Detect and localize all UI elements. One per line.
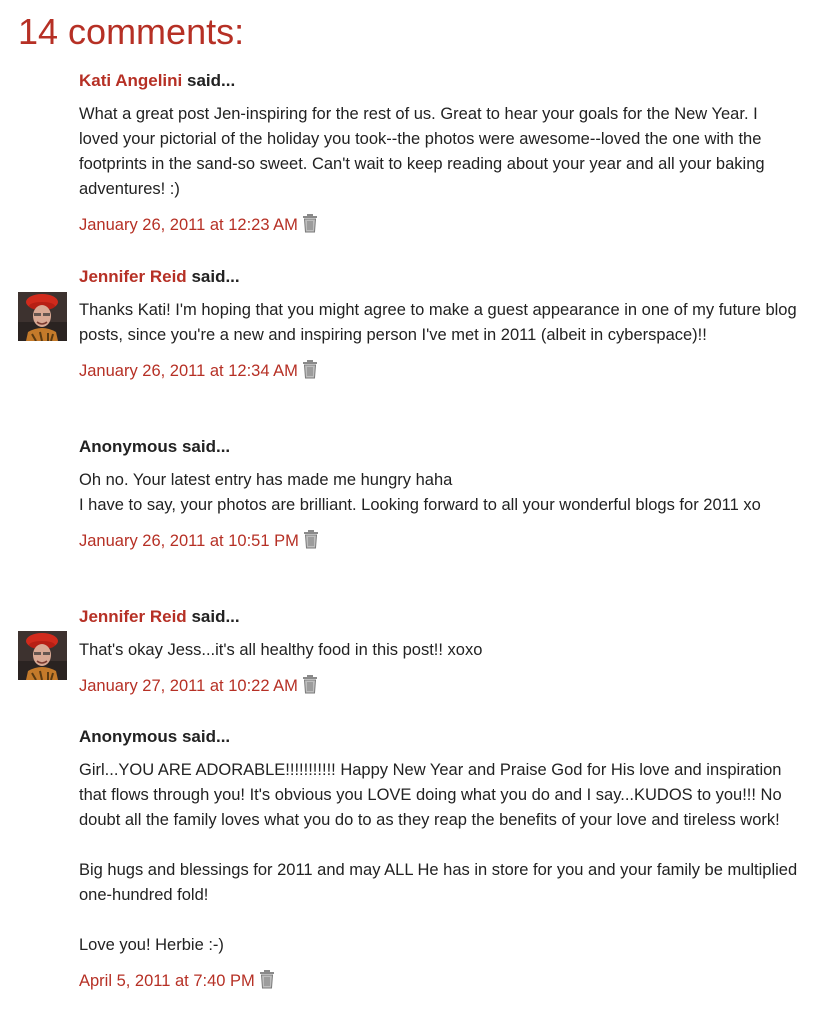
comment-paragraph: Love you! Herbie :-) [79,936,224,954]
comment-author-line [79,70,799,92]
comment-author-line [79,266,799,288]
trash-icon[interactable] [258,969,276,989]
comment-paragraph: Oh no. Your latest entry has made me hungry haha [79,471,453,489]
comment-footer [79,358,799,384]
comment-author-name: Anonymous [79,727,178,746]
comment-author-line [79,606,799,628]
comment-timestamp-link[interactable]: January 26, 2011 at 12:23 AM [79,216,298,234]
comment-paragraph: Girl...YOU ARE ADORABLE!!!!!!!!!!! Happy New Year and Praise God for His love and inspiration that flows through you! It's obvious you LOVE doing what you do and I say...KUDOS to you!!! No doubt all the family loves what you do to as they reap the benefits of your love and tireless work! [79,761,782,829]
comment [79,266,799,384]
comment-author-link[interactable]: Jennifer Reid [79,607,187,626]
said-label: said... [187,71,236,90]
comment [79,726,799,994]
trash-icon[interactable] [301,213,319,233]
comment-paragraph: That's okay Jess...it's all healthy food in this post!! xoxo [79,641,483,659]
comment-body [79,298,799,348]
comment-author-line [79,726,799,748]
said-label: said... [181,437,231,456]
comment-footer [79,528,799,554]
comment-body [79,758,799,958]
comment-timestamp-link[interactable]: April 5, 2011 at 7:40 PM [79,972,255,990]
comment-body [79,102,799,202]
comment-timestamp-link[interactable]: January 26, 2011 at 10:51 PM [79,532,299,550]
comments-heading: 14 comments: [18,11,245,52]
comment-author-name: Anonymous [79,437,178,456]
trash-icon[interactable] [301,674,319,694]
comment-author-link[interactable]: Jennifer Reid [79,267,187,286]
comment-footer [79,968,799,994]
comment-body [79,638,799,663]
avatar[interactable] [18,631,67,680]
comment [79,436,799,554]
trash-icon[interactable] [302,529,320,549]
comment-paragraph: I have to say, your photos are brilliant. Looking forward to all your wonderful blogs for 2011 xo [79,496,761,514]
comment-paragraph: What a great post Jen-inspiring for the rest of us. Great to hear your goals for the New Year. I loved your pictorial of the holiday you took--the photos were awesome--loved the one with the footprints in the sand-so sweet. Can't wait to keep reading about your year and all your baking adventures! :) [79,105,765,198]
comment-timestamp-link[interactable]: January 26, 2011 at 12:34 AM [79,362,298,380]
said-label: said... [181,727,231,746]
comment-author-link[interactable]: Kati Angelini [79,71,183,90]
said-label: said... [191,267,240,286]
avatar[interactable] [18,292,67,341]
comment [79,606,799,699]
comment-footer [79,212,799,238]
comment-author-line [79,436,799,458]
comment [79,70,799,238]
comment-paragraph: Big hugs and blessings for 2011 and may ALL He has in store for you and your family be multiplied one-hundred fold! [79,861,798,904]
said-label: said... [191,607,240,626]
comment-footer [79,673,799,699]
comment-body [79,468,799,518]
comment-timestamp-link[interactable]: January 27, 2011 at 10:22 AM [79,677,298,695]
trash-icon[interactable] [301,359,319,379]
comment-paragraph: Thanks Kati! I'm hoping that you might agree to make a guest appearance in one of my future blog posts, since you're a new and inspiring person I've met in 2011 (albeit in cyberspace)!! [79,301,797,344]
